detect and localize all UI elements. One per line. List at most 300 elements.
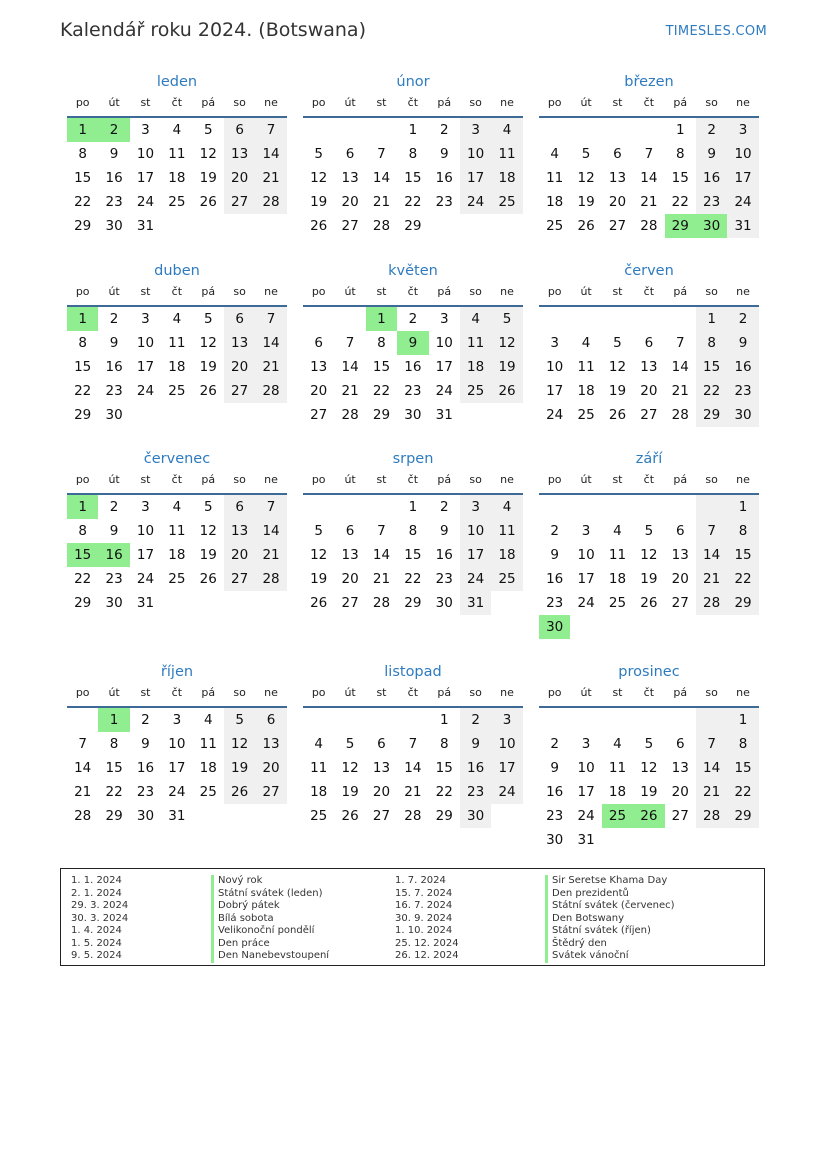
day-cell: 5 (491, 307, 522, 331)
day-cell: 2 (727, 307, 758, 331)
day-cell: 19 (199, 170, 217, 186)
day-cell: 11 (491, 519, 522, 543)
legend-holiday-name: Den prezidentů (545, 888, 675, 901)
day-cell: 5 (224, 708, 255, 732)
empty-cell (397, 708, 428, 732)
empty-cell (570, 495, 601, 519)
day-cell: 1 (408, 499, 418, 515)
day-cell: 5 (644, 736, 654, 752)
day-cell: 2 (408, 311, 418, 327)
weekday-label: po (311, 285, 326, 298)
day-cell: 28 (696, 591, 727, 615)
day-grid (539, 495, 759, 639)
day-cell: 28 (696, 804, 727, 828)
weekday-label: so (233, 96, 246, 109)
day-cell: 15 (404, 547, 422, 563)
legend-dates-column (395, 875, 459, 963)
weekday-header (303, 469, 523, 495)
day-cell: 20 (224, 355, 255, 379)
month-name: květen (388, 263, 438, 279)
day-cell: 15 (105, 760, 123, 776)
day-cell: 11 (168, 335, 186, 351)
legend-date: 9. 5. 2024 (71, 950, 122, 961)
day-cell: 9 (460, 732, 491, 756)
day-cell: 8 (727, 732, 758, 756)
day-cell: 22 (372, 383, 391, 399)
day-grid (539, 708, 759, 852)
day-cell: 18 (168, 170, 186, 186)
day-cell: 26 (224, 780, 255, 804)
weekday-label: po (75, 96, 90, 109)
day-cell: 28 (341, 407, 359, 423)
day-cell: 15 (671, 170, 689, 186)
month-name: duben (154, 263, 200, 279)
day-cell: 25 (608, 595, 627, 611)
legend-names-column (211, 875, 329, 963)
day-cell: 16 (696, 166, 727, 190)
day-cell: 13 (310, 359, 328, 375)
day-grid (303, 307, 523, 427)
weekday-label: pá (201, 686, 216, 699)
day-cell: 8 (78, 335, 87, 351)
weekday-label: po (547, 686, 562, 699)
empty-cell (633, 495, 664, 519)
day-cell: 25 (491, 567, 522, 591)
day-cell: 26 (310, 595, 328, 611)
month-9 (67, 662, 287, 828)
empty-cell (665, 708, 696, 732)
month-11 (539, 662, 759, 852)
day-cell: 3 (727, 118, 758, 142)
day-cell: 9 (397, 331, 428, 355)
day-cell: 23 (696, 190, 727, 214)
day-cell: 22 (404, 571, 422, 587)
empty-cell (570, 708, 601, 732)
day-cell: 23 (136, 784, 155, 800)
day-cell: 4 (613, 736, 622, 752)
day-cell: 20 (224, 166, 255, 190)
day-cell: 14 (404, 760, 422, 776)
weekday-label: ne (264, 285, 278, 298)
weekday-label: pá (437, 285, 452, 298)
day-cell: 31 (460, 591, 491, 615)
day-cell: 10 (460, 519, 491, 543)
day-cell: 6 (675, 736, 685, 752)
day-cell: 8 (109, 736, 119, 752)
day-cell: 17 (460, 166, 491, 190)
day-cell: 28 (255, 567, 286, 591)
day-cell: 18 (310, 784, 328, 800)
day-cell: 24 (460, 190, 491, 214)
weekday-header (539, 682, 759, 708)
day-cell: 3 (141, 311, 150, 327)
empty-cell (334, 495, 365, 519)
day-cell: 12 (341, 760, 359, 776)
day-cell: 2 (439, 122, 449, 138)
day-cell: 24 (727, 190, 758, 214)
day-cell: 3 (141, 499, 150, 515)
day-cell: 21 (372, 571, 391, 587)
day-cell: 27 (224, 190, 255, 214)
day-cell: 22 (696, 379, 727, 403)
weekday-label: po (547, 285, 562, 298)
day-cell: 22 (435, 784, 453, 800)
empty-cell (303, 495, 334, 519)
day-cell: 18 (546, 194, 564, 210)
weekday-label: pá (437, 686, 452, 699)
day-cell: 10 (136, 523, 155, 539)
weekday-label: so (469, 96, 482, 109)
day-cell: 6 (255, 708, 286, 732)
day-cell: 26 (310, 218, 328, 234)
weekday-label: út (108, 686, 120, 699)
day-cell: 30 (539, 615, 570, 639)
weekday-label: čt (407, 285, 419, 298)
weekday-label: pá (673, 686, 688, 699)
legend-holiday-name: Štědrý den (545, 938, 675, 951)
day-cell: 25 (168, 383, 186, 399)
day-cell: 11 (608, 760, 627, 776)
weekday-header (67, 92, 287, 118)
day-cell: 8 (377, 335, 386, 351)
day-cell: 15 (74, 170, 92, 186)
day-cell: 25 (546, 218, 564, 234)
day-cell: 18 (577, 383, 595, 399)
day-cell: 1 (675, 122, 685, 138)
day-cell: 10 (491, 732, 522, 756)
weekday-header (303, 682, 523, 708)
day-cell: 30 (136, 808, 155, 824)
empty-cell (665, 495, 696, 519)
weekday-label: ne (264, 686, 278, 699)
day-cell: 21 (255, 166, 286, 190)
day-cell: 3 (581, 523, 591, 539)
day-cell: 17 (136, 170, 155, 186)
day-cell: 14 (341, 359, 359, 375)
day-cell: 12 (310, 170, 328, 186)
legend-date: 16. 7. 2024 (395, 900, 453, 911)
day-cell: 8 (78, 523, 87, 539)
weekday-label: čt (171, 473, 183, 486)
day-cell: 1 (727, 495, 758, 519)
day-cell: 24 (577, 808, 595, 824)
month-4 (303, 261, 523, 427)
day-cell: 10 (168, 736, 186, 752)
day-cell: 12 (640, 760, 658, 776)
day-cell: 6 (377, 736, 386, 752)
empty-cell (696, 708, 727, 732)
day-cell: 17 (136, 359, 155, 375)
day-cell: 14 (74, 760, 92, 776)
day-cell: 6 (613, 146, 622, 162)
month-5 (539, 261, 759, 427)
legend-holiday-name: Bílá sobota (211, 913, 329, 926)
day-cell: 4 (203, 712, 213, 728)
weekday-header (67, 281, 287, 307)
day-cell: 27 (310, 407, 328, 423)
day-cell: 27 (671, 808, 689, 824)
day-cell: 10 (435, 335, 453, 351)
legend-holiday-name: Den Nanebevstoupení (211, 950, 329, 963)
day-cell: 14 (255, 142, 286, 166)
weekday-label: út (344, 686, 356, 699)
empty-cell (303, 708, 334, 732)
weekday-label: po (547, 473, 562, 486)
weekday-label: so (233, 285, 246, 298)
weekday-header (303, 281, 523, 307)
day-cell: 7 (696, 732, 727, 756)
day-cell: 3 (141, 122, 150, 138)
day-cell: 31 (577, 832, 595, 848)
weekday-header (67, 469, 287, 495)
weekday-label: pá (201, 473, 216, 486)
day-cell: 7 (78, 736, 87, 752)
day-cell: 6 (224, 307, 255, 331)
legend-date: 1. 10. 2024 (395, 925, 453, 936)
day-cell: 12 (608, 359, 627, 375)
day-cell: 15 (67, 543, 98, 567)
weekday-label: út (344, 473, 356, 486)
day-cell: 20 (341, 194, 359, 210)
day-cell: 16 (460, 756, 491, 780)
day-cell: 23 (404, 383, 422, 399)
day-cell: 30 (546, 832, 564, 848)
legend-date: 1. 4. 2024 (71, 925, 122, 936)
weekday-label: po (75, 686, 90, 699)
day-cell: 5 (581, 146, 591, 162)
day-cell: 4 (491, 495, 522, 519)
day-cell: 23 (546, 595, 564, 611)
day-cell: 20 (372, 784, 391, 800)
day-cell: 18 (491, 166, 522, 190)
day-cell: 7 (644, 146, 654, 162)
empty-cell (665, 307, 696, 331)
day-cell: 18 (199, 760, 217, 776)
day-cell: 28 (74, 808, 92, 824)
weekday-label: pá (673, 96, 688, 109)
empty-cell (539, 118, 570, 142)
day-cell: 9 (550, 760, 559, 776)
day-cell: 2 (109, 311, 119, 327)
day-cell: 9 (727, 331, 758, 355)
legend-date: 30. 9. 2024 (395, 912, 453, 924)
day-cell: 11 (546, 170, 564, 186)
day-cell: 18 (168, 359, 186, 375)
day-cell: 29 (727, 591, 758, 615)
day-cell: 11 (577, 359, 595, 375)
empty-cell (366, 495, 397, 519)
day-cell: 30 (105, 218, 123, 234)
month-2 (539, 72, 759, 238)
day-cell: 24 (435, 383, 453, 399)
day-cell: 4 (613, 523, 622, 539)
day-cell: 19 (341, 784, 359, 800)
day-cell: 5 (203, 122, 213, 138)
empty-cell (696, 495, 727, 519)
month-name: září (635, 451, 663, 467)
day-cell: 21 (696, 567, 727, 591)
month-8 (539, 449, 759, 639)
day-cell: 15 (74, 359, 92, 375)
weekday-label: út (580, 686, 592, 699)
legend-holiday-name: Státní svátek (červenec) (545, 900, 675, 913)
legend-holiday-name: Státní svátek (říjen) (545, 925, 675, 938)
day-cell: 8 (675, 146, 685, 162)
day-cell: 4 (491, 118, 522, 142)
day-cell: 13 (671, 760, 689, 776)
weekday-label: so (469, 686, 482, 699)
day-cell: 17 (136, 547, 155, 563)
month-name: prosinec (618, 664, 680, 680)
day-cell: 2 (109, 499, 119, 515)
holiday-legend (60, 868, 765, 966)
day-cell: 9 (550, 547, 559, 563)
weekday-label: út (580, 473, 592, 486)
legend-date: 1. 5. 2024 (71, 937, 122, 949)
weekday-label: so (705, 285, 718, 298)
site-brand[interactable]: TIMESLES.COM (665, 24, 767, 39)
day-cell: 9 (439, 146, 449, 162)
empty-cell (602, 307, 633, 331)
day-cell: 31 (136, 595, 155, 611)
day-cell: 19 (224, 756, 255, 780)
weekday-label: st (140, 96, 151, 109)
day-cell: 17 (577, 571, 595, 587)
day-cell: 11 (608, 547, 627, 563)
weekday-label: ne (736, 285, 750, 298)
day-cell: 11 (460, 331, 491, 355)
day-cell: 19 (577, 194, 595, 210)
day-cell: 3 (581, 736, 591, 752)
day-cell: 28 (671, 407, 689, 423)
legend-dates-column (71, 875, 128, 963)
empty-cell (334, 708, 365, 732)
day-cell: 17 (491, 756, 522, 780)
weekday-label: st (376, 473, 387, 486)
day-cell: 27 (640, 407, 658, 423)
day-cell: 16 (404, 359, 422, 375)
day-cell: 18 (608, 784, 627, 800)
day-cell: 24 (136, 383, 155, 399)
weekday-label: so (705, 686, 718, 699)
weekday-label: ne (500, 96, 514, 109)
day-cell: 26 (608, 407, 627, 423)
day-cell: 1 (67, 495, 98, 519)
legend-date: 25. 12. 2024 (395, 937, 459, 949)
day-cell: 5 (203, 499, 213, 515)
legend-holiday-name: Dobrý pátek (211, 900, 329, 913)
day-cell: 23 (105, 383, 123, 399)
day-cell: 13 (341, 547, 359, 563)
day-cell: 1 (408, 122, 418, 138)
day-cell: 10 (546, 359, 564, 375)
day-cell: 18 (608, 571, 627, 587)
day-cell: 24 (136, 571, 155, 587)
day-cell: 28 (640, 218, 658, 234)
day-cell: 15 (435, 760, 453, 776)
day-cell: 1 (366, 307, 397, 331)
day-cell: 13 (671, 547, 689, 563)
weekday-label: čt (171, 285, 183, 298)
day-cell: 1 (727, 708, 758, 732)
day-cell: 21 (255, 543, 286, 567)
day-cell: 7 (255, 495, 286, 519)
day-cell: 11 (310, 760, 328, 776)
weekday-label: čt (407, 473, 419, 486)
day-cell: 19 (640, 784, 658, 800)
day-cell: 16 (98, 543, 129, 567)
day-cell: 25 (168, 571, 186, 587)
month-1 (303, 72, 523, 238)
day-cell: 23 (460, 780, 491, 804)
day-cell: 8 (727, 519, 758, 543)
weekday-label: ne (264, 96, 278, 109)
day-cell: 1 (98, 708, 129, 732)
day-cell: 21 (255, 355, 286, 379)
day-cell: 21 (74, 784, 92, 800)
day-cell: 16 (105, 359, 123, 375)
legend-holiday-name: Nový rok (211, 875, 329, 888)
day-cell: 12 (199, 523, 217, 539)
day-cell: 22 (74, 194, 92, 210)
day-cell: 15 (696, 355, 727, 379)
day-cell: 13 (372, 760, 391, 776)
day-cell: 24 (491, 780, 522, 804)
weekday-label: út (108, 473, 120, 486)
day-cell: 15 (372, 359, 391, 375)
day-cell: 30 (105, 595, 123, 611)
empty-cell (633, 708, 664, 732)
legend-holiday-name: Sir Seretse Khama Day (545, 875, 675, 888)
weekday-label: st (612, 96, 623, 109)
day-cell: 19 (491, 355, 522, 379)
weekday-label: pá (673, 285, 688, 298)
day-cell: 5 (644, 523, 654, 539)
weekday-label: ne (500, 285, 514, 298)
day-cell: 23 (727, 379, 758, 403)
day-grid (539, 307, 759, 427)
weekday-label: so (233, 473, 246, 486)
day-cell: 24 (460, 567, 491, 591)
legend-date: 26. 12. 2024 (395, 950, 459, 961)
day-cell: 17 (435, 359, 453, 375)
weekday-header (539, 281, 759, 307)
day-cell: 5 (345, 736, 355, 752)
day-cell: 30 (696, 214, 727, 238)
day-cell: 4 (550, 146, 559, 162)
day-cell: 27 (372, 808, 391, 824)
day-cell: 13 (341, 170, 359, 186)
day-cell: 8 (78, 146, 87, 162)
month-name: únor (396, 74, 430, 90)
legend-date: 2. 1. 2024 (71, 887, 122, 899)
weekday-label: ne (736, 686, 750, 699)
day-cell: 9 (109, 523, 119, 539)
day-cell: 30 (727, 403, 758, 427)
weekday-label: po (311, 473, 326, 486)
day-cell: 5 (613, 335, 622, 351)
day-cell: 31 (435, 407, 453, 423)
day-cell: 7 (255, 118, 286, 142)
day-cell: 9 (109, 335, 119, 351)
day-cell: 9 (696, 142, 727, 166)
empty-cell (334, 307, 365, 331)
day-cell: 31 (168, 808, 186, 824)
day-cell: 24 (577, 595, 595, 611)
day-cell: 9 (439, 523, 449, 539)
day-cell: 8 (408, 523, 418, 539)
day-cell: 19 (310, 571, 328, 587)
